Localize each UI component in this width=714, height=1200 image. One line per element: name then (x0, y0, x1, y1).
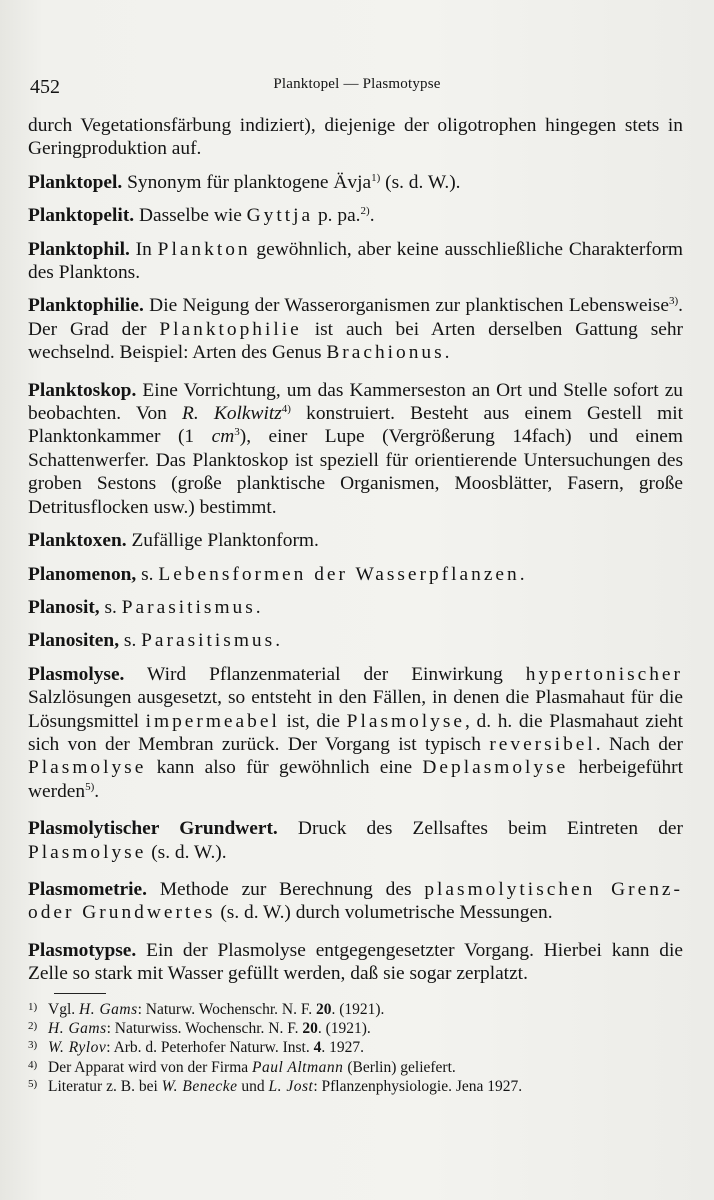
author-name: R. Kolkwitz (182, 403, 282, 425)
spaced-term: Gyttja (246, 205, 314, 227)
spaced-term: Planktophilie (159, 318, 302, 340)
entry-text: , d. h. die Plasmahaut zieht sich von der Membran zurück. Der Vorgang ist typisch (28, 710, 683, 755)
entry-text: ), einer Lupe (Vergrößerung 14fach) und einem Schattenwerfer. Das Planktoskop ist speziell für orientierende Untersuchungen des groben Sestons (große planktische Organismen, Moosblätter, Fasern, große Detritusflocken usw.) bestimmt. (28, 426, 683, 518)
entry-planktoskop (28, 379, 683, 519)
author-name: W. Benecke (161, 1078, 238, 1096)
entry-plasmotypse (28, 939, 683, 986)
spaced-term: Plasmolyse (28, 757, 147, 779)
entry-term: Planktoxen. (28, 530, 127, 552)
entry-term: Plasmometrie. (28, 878, 147, 900)
spaced-term: reversibel (489, 733, 596, 755)
footnote-ref: 2) (360, 205, 370, 218)
footnote-ref: 5) (85, 780, 95, 793)
entry-term: Plasmotypse. (28, 939, 137, 961)
volume-number: 20 (302, 1020, 318, 1037)
entry-term: Planktophilie. (28, 295, 144, 317)
entry-planomenon (28, 563, 683, 586)
entry-text: Wird Pflanzenmaterial der Einwirkung (124, 663, 526, 685)
entry-text: ist auch bei Arten derselben Gattung sehr wechselnd. Beispiel: Arten des Genus (28, 318, 683, 364)
spaced-term: Plasmolyse (346, 710, 466, 732)
entry-text: . (94, 780, 100, 802)
volume-number: 4 (313, 1039, 322, 1057)
entry-text: (s. d. W.). (380, 171, 461, 193)
spaced-term: Plasmolyse (28, 841, 147, 863)
author-name: L. Jost (268, 1078, 314, 1096)
entry-text: Ein der Plasmolyse entgegengesetzter Vorgang. Hierbei kann die Zelle so stark mit Wasser gefüllt werden, daß sie sogar zerplatzt. (28, 939, 683, 985)
footnote-mark: 4) (28, 1058, 38, 1071)
entry-text: Dasselbe wie (134, 205, 247, 227)
footnote-ref: 4) (281, 403, 291, 416)
footnote-text: . (1921). (317, 1020, 371, 1037)
entry-text: p. pa. (313, 205, 361, 227)
footnote-mark: 5) (28, 1078, 38, 1091)
footnote-text: Der Apparat wird von der Firma (48, 1058, 253, 1076)
entry-text: kann also für gewöhnlich eine (146, 757, 423, 779)
entry-text: Salzlösungen ausgesetzt, so entsteht in den Fällen, in denen die Plasmahaut für die Lösungsmittel (28, 687, 683, 732)
entry-planktoxen (28, 529, 683, 552)
entry-text: . (519, 563, 525, 585)
entry-planktophilie (28, 294, 683, 364)
spaced-term: hypertonischer (525, 663, 683, 685)
entry-term: Planositen, (28, 630, 120, 652)
entry-term: Plasmolytischer Grundwert. (28, 818, 278, 840)
entry-plasmolytischer-grundwert (28, 817, 683, 864)
footnote-mark: 2) (28, 1020, 38, 1032)
footnote-4 (28, 1058, 683, 1077)
entry-planosit (28, 596, 683, 619)
footnote-ref: 1) (371, 171, 381, 184)
unit: cm (211, 426, 235, 448)
page-header (0, 70, 714, 100)
entry-text: . (275, 630, 281, 652)
author-name: H. Gams (79, 1000, 138, 1018)
entry-text: s. (119, 630, 142, 652)
entry-planktopel (28, 171, 683, 194)
footnotes (28, 1000, 683, 1097)
entry-text: (s. d. W.). (146, 841, 227, 863)
entry-text: herbeigeführt werden (28, 757, 683, 802)
footnote-1 (28, 1000, 683, 1019)
entry-plasmolyse (28, 663, 683, 803)
footnote-text: Literatur z. B. bei (48, 1078, 162, 1096)
entry-term: Planktophil. (28, 238, 130, 260)
footnote-text: : Arb. d. Peterhofer Naturw. Inst. (106, 1039, 314, 1057)
spaced-term: Lebensformen der Wasserpflanzen (158, 563, 520, 585)
entry-term: Planktopelit. (28, 205, 135, 227)
running-head: Planktopel — Plasmotypse (273, 76, 441, 92)
entry-text: Zufällige Planktonform. (126, 530, 319, 552)
entry-planktophil (28, 238, 683, 285)
footnote-text: . 1927. (321, 1039, 364, 1057)
entry-text: . Der Grad der (28, 295, 683, 340)
entry-text: s. (99, 596, 122, 618)
author-name: W. Rylov (48, 1039, 107, 1057)
page-body (28, 114, 683, 1097)
entry-plasmometrie (28, 878, 683, 925)
spaced-term: plasmolytischen Grenz- oder Grundwertes (28, 878, 683, 924)
entry-text: s. (136, 563, 159, 585)
entry-text: (s. d. W.) durch volumetrische Messungen. (215, 902, 553, 924)
entry-text: konstruiert. Besteht aus einem Gestell mit Planktonkammer (1 (28, 403, 683, 448)
footnote-text: (Berlin) geliefert. (343, 1058, 456, 1076)
volume-number: 20 (315, 1000, 332, 1018)
entry-planositen (28, 629, 683, 652)
entry-text: . (369, 205, 375, 227)
entry-text: Eine Vorrichtung, um das Kammerseston an Ort und Stelle sofort zu beobachten. Von (28, 379, 683, 425)
entry-term: Planomenon, (28, 563, 137, 585)
spaced-term: Deplasmolyse (422, 757, 569, 779)
footnote-text: : Naturwiss. Wochenschr. N. F. (106, 1020, 303, 1037)
footnote-mark: 3) (28, 1039, 38, 1052)
entry-text: . (255, 596, 261, 618)
footnote-text: : Naturw. Wochenschr. N. F. (137, 1000, 316, 1018)
entry-text: ist, die (279, 710, 347, 732)
spaced-term: Plankton (157, 238, 251, 260)
entry-text: gewöhnlich, aber keine ausschließliche Charakterform des Planktons. (28, 238, 683, 284)
footnote-5 (28, 1077, 683, 1096)
entry-text: . (444, 342, 450, 364)
entry-planktopelit (28, 204, 683, 227)
footnote-mark: 1) (28, 1000, 38, 1013)
entry-text: Die Neigung der Wasserorganismen zur planktischen Lebensweise (143, 295, 669, 317)
entry-term: Planktoskop. (28, 379, 137, 401)
spaced-term: Parasitismus (121, 596, 256, 618)
entry-text: Druck des Zellsaftes beim Eintreten der (277, 818, 683, 840)
footnote-ref: 3) (668, 295, 679, 308)
entry-text: . Nach der (595, 733, 683, 755)
page-number: 452 (30, 76, 60, 98)
entry-text: Synonym für planktogene Ävja (122, 171, 372, 193)
spaced-term: Brachionus (326, 342, 445, 364)
spaced-term: Parasitismus (141, 630, 276, 652)
entry-text: In (129, 238, 158, 260)
footnote-separator (54, 993, 106, 994)
entry-term: Planktopel. (28, 171, 123, 193)
footnote-text: Vgl. (48, 1000, 79, 1018)
footnote-text: : Pflanzenphysiologie. Jena 1927. (313, 1078, 523, 1096)
footnote-2 (28, 1019, 683, 1038)
entry-term: Planosit, (28, 596, 100, 618)
footnote-3 (28, 1038, 683, 1057)
entry-term: Plasmolyse. (28, 663, 125, 685)
footnote-text: und (237, 1078, 269, 1096)
author-name: H. Gams (48, 1020, 107, 1037)
spaced-term: impermeabel (145, 710, 280, 732)
continuation-paragraph: durch Vegetationsfärbung indiziert), diejenige der oligotrophen hingegen stets in Geringproduktion auf. (28, 115, 683, 160)
entry-text: Methode zur Berechnung des (147, 878, 425, 900)
unit-exponent: 3 (234, 426, 240, 439)
author-name: Paul Altmann (252, 1058, 344, 1076)
footnote-text: . (1921). (331, 1000, 385, 1018)
